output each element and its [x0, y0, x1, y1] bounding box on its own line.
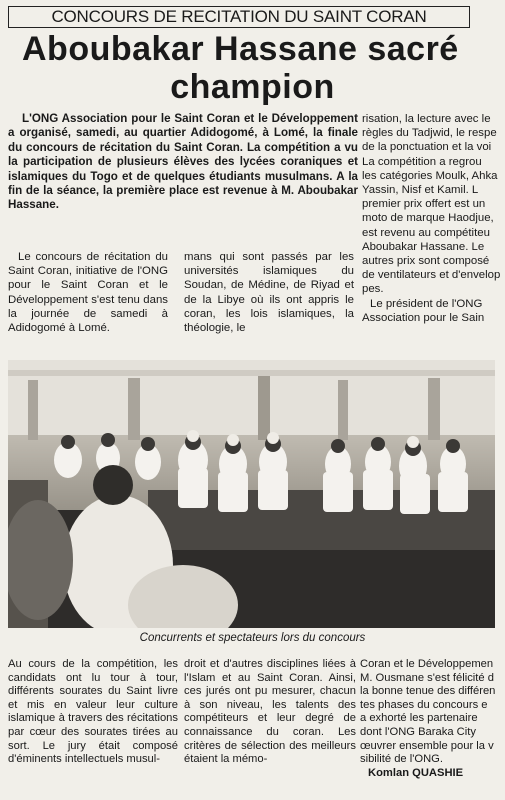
bottom-column-line: la bonne tenue des différen: [360, 685, 496, 698]
bottom-column-line: dont l'ONG Baraka City: [360, 725, 476, 738]
right-column-line: premier prix offert est un: [362, 198, 486, 211]
headline-line-2: champion: [170, 68, 335, 106]
bottom-column-line: Coran et le Développemen: [360, 658, 494, 670]
right-column-line: Association pour le Sain: [362, 311, 485, 324]
right-column-line: est revenu au compétiteu: [362, 226, 490, 239]
bottom-column-line: œuvrer ensemble pour la v: [360, 739, 494, 752]
body-paragraph: mans qui sont passés par les universités islamiques du Soudan, de Médine, de Riyad et de la Libye où ils ont appris le coran, les lois islamiques, la théologie, le: [184, 251, 354, 335]
right-column-line: La compétition a regrou: [362, 155, 482, 168]
right-column-line: risation, la lecture avec le: [362, 113, 491, 125]
body-column-1: [8, 250, 168, 335]
photo-caption: Concurrents et spectateurs lors du concours: [139, 632, 366, 644]
bottom-column-line: M. Ousmane s'est félicité d: [360, 671, 494, 684]
right-column-line: de la ponctuation et la voi: [362, 141, 492, 154]
right-column: [362, 112, 505, 325]
bottom-column-line: a exhorté les partenaire: [360, 712, 478, 725]
bottom-column-line: sibilité de l'ONG.: [360, 753, 443, 766]
body-paragraph: Le concours de récitation du Saint Coran, initiative de l'ONG pour le Saint Coran et le Développement s'est tenu dans la journée de samedi à Adidogomé à Lomé.: [8, 251, 168, 335]
event-photo-image: [8, 360, 495, 628]
right-column-line: moto de marque Haodjue,: [362, 212, 494, 225]
headline-line-1: Aboubakar Hassane sacré: [22, 30, 459, 68]
right-column-line: Yassin, Nisf et Kamil. L: [362, 184, 479, 197]
right-column-line: autres prix sont composé: [362, 255, 490, 268]
right-column-line: les catégories Moulk, Ahka: [362, 169, 498, 182]
section-rubric: CONCOURS DE RECITATION DU SAINT CORAN: [8, 6, 470, 28]
bottom-column-line: tes phases du concours e: [360, 698, 488, 711]
headline: [0, 30, 505, 106]
right-column-line: de ventilateurs et d'envelop: [362, 269, 501, 282]
bottom-column-1: Au cours de la compétition, les candidats ont lu tour à tour, différents sourates du Saint livre et mis en valeur leur culture islamique à travers des récitations par cœur des sourates tirées au sort. Le jury était composé d'éminents intellectuels musul-: [8, 658, 178, 766]
author-byline: Komlan QUASHIE: [368, 766, 464, 779]
bottom-column-2: droit et d'autres disciplines liées à l'Islam et au Saint Coran. Ainsi, ces jurés ont pu mesurer, chacun à son niveau, les talents des compétiteurs et leur degré de connaissance du coran. Les critères de sélection des meilleurs étaient la mémo-: [184, 658, 356, 766]
right-column-line: règles du Tadjwid, le respe: [362, 127, 497, 140]
body-column-2: [184, 250, 354, 335]
right-column-line: Aboubakar Hassane. Le: [362, 240, 485, 253]
right-column-line: Le président de l'ONG: [370, 297, 483, 310]
bottom-column-3: [360, 658, 505, 780]
lead-paragraph: L'ONG Association pour le Saint Coran et le Développement a organisé, samedi, au quartier Adidogomé, à Lomé, la finale du concours de récitation du Saint Coran. La compétition a vu la participation de plusieurs élèves des lycées coraniques et islamiques du Togo et de quelques étudiants musulmans. A la fin de la séance, la première place est revenue à M. Aboubakar Hassane.: [8, 112, 358, 212]
event-photo: [8, 360, 495, 628]
right-column-line: pes.: [362, 283, 384, 296]
